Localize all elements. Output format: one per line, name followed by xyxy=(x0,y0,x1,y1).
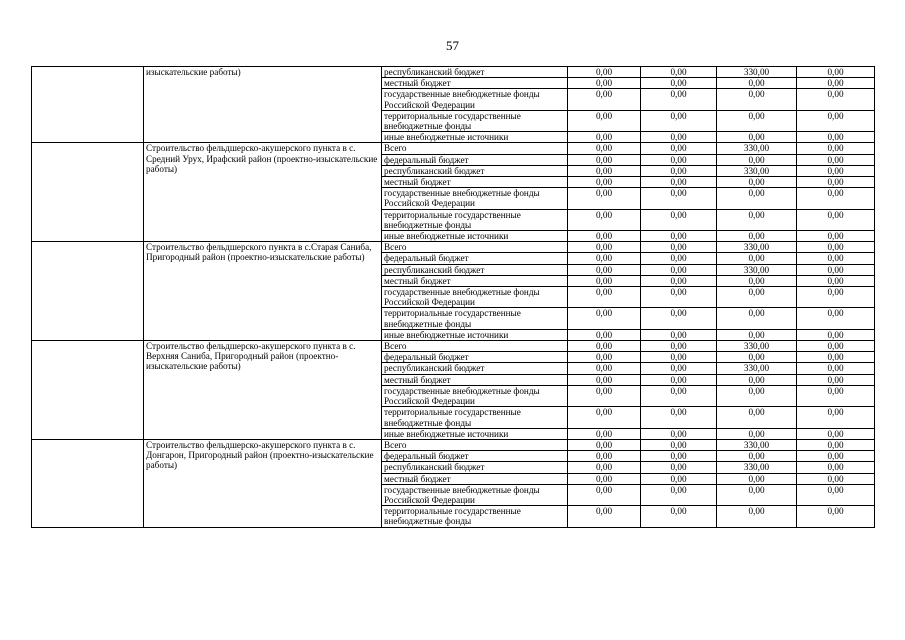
amount-cell: 0,00 xyxy=(797,264,875,275)
project-name-cell: Строительство фельдшерско-акушерского пункта в с. Средний Урух, Ирафский район (проектно-изыскательские работы) xyxy=(144,143,382,242)
amount-cell: 0,00 xyxy=(717,89,797,110)
amount-cell: 0,00 xyxy=(797,506,875,527)
page-number: 57 xyxy=(446,38,459,53)
funding-source-cell: государственные внебюджетные фонды Российской Федерации xyxy=(382,89,568,110)
amount-cell: 0,00 xyxy=(641,177,717,188)
amount-cell: 0,00 xyxy=(797,253,875,264)
amount-cell: 330,00 xyxy=(717,341,797,352)
amount-cell: 0,00 xyxy=(797,110,875,131)
amount-cell: 0,00 xyxy=(568,385,641,406)
amount-cell: 0,00 xyxy=(717,428,797,439)
amount-cell: 0,00 xyxy=(568,89,641,110)
funding-source-cell: республиканский бюджет xyxy=(382,264,568,275)
amount-cell: 0,00 xyxy=(568,209,641,230)
row-number-cell xyxy=(32,67,144,143)
amount-cell: 0,00 xyxy=(568,287,641,308)
amount-cell: 0,00 xyxy=(568,341,641,352)
amount-cell: 0,00 xyxy=(568,329,641,340)
amount-cell: 0,00 xyxy=(797,188,875,209)
amount-cell: 0,00 xyxy=(717,484,797,505)
amount-cell: 0,00 xyxy=(797,439,875,450)
funding-source-cell: иные внебюджетные источники xyxy=(382,231,568,242)
funding-source-cell: иные внебюджетные источники xyxy=(382,329,568,340)
funding-source-cell: федеральный бюджет xyxy=(382,253,568,264)
amount-cell: 0,00 xyxy=(797,78,875,89)
funding-source-cell: республиканский бюджет xyxy=(382,363,568,374)
amount-cell: 0,00 xyxy=(568,439,641,450)
amount-cell: 0,00 xyxy=(568,451,641,462)
funding-source-cell: иные внебюджетные источники xyxy=(382,132,568,143)
amount-cell: 0,00 xyxy=(797,352,875,363)
amount-cell: 330,00 xyxy=(717,264,797,275)
amount-cell: 330,00 xyxy=(717,439,797,450)
funding-source-cell: государственные внебюджетные фонды Российской Федерации xyxy=(382,188,568,209)
project-name-cell: Строительство фельдшерско-акушерского пункта в с. Донгарон, Пригородный район (проектно-изыскательские работы) xyxy=(144,439,382,527)
amount-cell: 0,00 xyxy=(568,308,641,329)
funding-source-cell: государственные внебюджетные фонды Российской Федерации xyxy=(382,287,568,308)
amount-cell: 0,00 xyxy=(717,154,797,165)
amount-cell: 0,00 xyxy=(641,275,717,286)
funding-source-cell: местный бюджет xyxy=(382,473,568,484)
amount-cell: 330,00 xyxy=(717,67,797,78)
amount-cell: 0,00 xyxy=(641,352,717,363)
amount-cell: 0,00 xyxy=(717,78,797,89)
amount-cell: 0,00 xyxy=(568,110,641,131)
amount-cell: 330,00 xyxy=(717,242,797,253)
amount-cell: 0,00 xyxy=(797,89,875,110)
amount-cell: 0,00 xyxy=(641,165,717,176)
amount-cell: 0,00 xyxy=(797,385,875,406)
amount-cell: 0,00 xyxy=(717,188,797,209)
amount-cell: 0,00 xyxy=(797,275,875,286)
amount-cell: 0,00 xyxy=(641,110,717,131)
amount-cell: 0,00 xyxy=(568,67,641,78)
amount-cell: 330,00 xyxy=(717,363,797,374)
amount-cell: 0,00 xyxy=(717,209,797,230)
table-row xyxy=(32,439,875,450)
budget-table xyxy=(31,66,875,528)
project-name-cell: Строительство фельдшерского пункта в с.Старая Саниба, Пригородный район (проектно-изыскательские работы) xyxy=(144,242,382,341)
amount-cell: 0,00 xyxy=(641,407,717,428)
table-row xyxy=(32,341,875,352)
amount-cell: 0,00 xyxy=(641,154,717,165)
amount-cell: 0,00 xyxy=(717,506,797,527)
amount-cell: 0,00 xyxy=(797,473,875,484)
amount-cell: 0,00 xyxy=(797,374,875,385)
funding-source-cell: республиканский бюджет xyxy=(382,67,568,78)
amount-cell: 0,00 xyxy=(717,329,797,340)
funding-source-cell: иные внебюджетные источники xyxy=(382,428,568,439)
amount-cell: 0,00 xyxy=(568,473,641,484)
budget-table-body xyxy=(32,67,875,528)
amount-cell: 0,00 xyxy=(797,177,875,188)
project-name-cell: изыскательские работы) xyxy=(144,67,382,143)
amount-cell: 0,00 xyxy=(568,132,641,143)
amount-cell: 330,00 xyxy=(717,165,797,176)
amount-cell: 0,00 xyxy=(568,242,641,253)
amount-cell: 0,00 xyxy=(568,506,641,527)
amount-cell: 0,00 xyxy=(641,374,717,385)
amount-cell: 0,00 xyxy=(641,439,717,450)
amount-cell: 0,00 xyxy=(797,154,875,165)
amount-cell: 0,00 xyxy=(568,143,641,154)
amount-cell: 0,00 xyxy=(641,264,717,275)
funding-source-cell: местный бюджет xyxy=(382,374,568,385)
amount-cell: 0,00 xyxy=(641,473,717,484)
amount-cell: 0,00 xyxy=(568,484,641,505)
amount-cell: 0,00 xyxy=(717,132,797,143)
amount-cell: 0,00 xyxy=(641,209,717,230)
amount-cell: 0,00 xyxy=(641,462,717,473)
amount-cell: 0,00 xyxy=(568,428,641,439)
amount-cell: 0,00 xyxy=(717,308,797,329)
row-number-cell xyxy=(32,439,144,527)
amount-cell: 0,00 xyxy=(641,428,717,439)
amount-cell: 0,00 xyxy=(717,110,797,131)
amount-cell: 0,00 xyxy=(717,473,797,484)
amount-cell: 0,00 xyxy=(797,209,875,230)
funding-source-cell: местный бюджет xyxy=(382,275,568,286)
amount-cell: 0,00 xyxy=(797,329,875,340)
amount-cell: 0,00 xyxy=(797,462,875,473)
amount-cell: 0,00 xyxy=(717,352,797,363)
amount-cell: 0,00 xyxy=(568,275,641,286)
amount-cell: 0,00 xyxy=(641,253,717,264)
amount-cell: 0,00 xyxy=(568,188,641,209)
amount-cell: 0,00 xyxy=(641,341,717,352)
amount-cell: 0,00 xyxy=(641,484,717,505)
amount-cell: 0,00 xyxy=(641,329,717,340)
funding-source-cell: территориальные государственные внебюджетные фонды xyxy=(382,407,568,428)
funding-source-cell: местный бюджет xyxy=(382,177,568,188)
amount-cell: 0,00 xyxy=(568,374,641,385)
funding-source-cell: территориальные государственные внебюджетные фонды xyxy=(382,506,568,527)
amount-cell: 0,00 xyxy=(641,78,717,89)
amount-cell: 0,00 xyxy=(717,275,797,286)
amount-cell: 0,00 xyxy=(797,308,875,329)
amount-cell: 0,00 xyxy=(641,143,717,154)
amount-cell: 330,00 xyxy=(717,462,797,473)
funding-source-cell: территориальные государственные внебюджетные фонды xyxy=(382,308,568,329)
amount-cell: 0,00 xyxy=(568,231,641,242)
amount-cell: 0,00 xyxy=(641,363,717,374)
amount-cell: 0,00 xyxy=(568,407,641,428)
row-number-cell xyxy=(32,143,144,242)
amount-cell: 0,00 xyxy=(797,451,875,462)
amount-cell: 0,00 xyxy=(568,253,641,264)
funding-source-cell: Всего xyxy=(382,143,568,154)
amount-cell: 0,00 xyxy=(641,231,717,242)
funding-source-cell: федеральный бюджет xyxy=(382,154,568,165)
amount-cell: 0,00 xyxy=(568,462,641,473)
amount-cell: 0,00 xyxy=(717,385,797,406)
amount-cell: 330,00 xyxy=(717,143,797,154)
amount-cell: 0,00 xyxy=(797,165,875,176)
funding-source-cell: Всего xyxy=(382,341,568,352)
amount-cell: 0,00 xyxy=(568,154,641,165)
amount-cell: 0,00 xyxy=(797,143,875,154)
amount-cell: 0,00 xyxy=(568,363,641,374)
amount-cell: 0,00 xyxy=(717,374,797,385)
amount-cell: 0,00 xyxy=(568,177,641,188)
amount-cell: 0,00 xyxy=(797,428,875,439)
amount-cell: 0,00 xyxy=(641,89,717,110)
funding-source-cell: республиканский бюджет xyxy=(382,462,568,473)
funding-source-cell: государственные внебюджетные фонды Российской Федерации xyxy=(382,484,568,505)
amount-cell: 0,00 xyxy=(641,188,717,209)
funding-source-cell: государственные внебюджетные фонды Российской Федерации xyxy=(382,385,568,406)
amount-cell: 0,00 xyxy=(641,242,717,253)
funding-source-cell: местный бюджет xyxy=(382,78,568,89)
row-number-cell xyxy=(32,341,144,440)
amount-cell: 0,00 xyxy=(641,451,717,462)
amount-cell: 0,00 xyxy=(641,67,717,78)
funding-source-cell: территориальные государственные внебюджетные фонды xyxy=(382,209,568,230)
funding-source-cell: территориальные государственные внебюджетные фонды xyxy=(382,110,568,131)
amount-cell: 0,00 xyxy=(797,484,875,505)
amount-cell: 0,00 xyxy=(797,67,875,78)
table-row xyxy=(32,67,875,78)
amount-cell: 0,00 xyxy=(797,287,875,308)
funding-source-cell: республиканский бюджет xyxy=(382,165,568,176)
amount-cell: 0,00 xyxy=(717,451,797,462)
amount-cell: 0,00 xyxy=(797,132,875,143)
funding-source-cell: федеральный бюджет xyxy=(382,352,568,363)
funding-source-cell: федеральный бюджет xyxy=(382,451,568,462)
amount-cell: 0,00 xyxy=(797,242,875,253)
amount-cell: 0,00 xyxy=(797,407,875,428)
amount-cell: 0,00 xyxy=(568,165,641,176)
amount-cell: 0,00 xyxy=(717,253,797,264)
amount-cell: 0,00 xyxy=(568,78,641,89)
project-name-cell: Строительство фельдшерско-акушерского пункта в с. Верхняя Саниба, Пригородный район (проектно-изыскательские работы) xyxy=(144,341,382,440)
amount-cell: 0,00 xyxy=(717,287,797,308)
amount-cell: 0,00 xyxy=(717,177,797,188)
amount-cell: 0,00 xyxy=(717,231,797,242)
row-number-cell xyxy=(32,242,144,341)
table-row xyxy=(32,143,875,154)
amount-cell: 0,00 xyxy=(641,132,717,143)
amount-cell: 0,00 xyxy=(641,385,717,406)
table-row xyxy=(32,242,875,253)
amount-cell: 0,00 xyxy=(568,264,641,275)
amount-cell: 0,00 xyxy=(641,287,717,308)
amount-cell: 0,00 xyxy=(717,407,797,428)
amount-cell: 0,00 xyxy=(797,341,875,352)
amount-cell: 0,00 xyxy=(568,352,641,363)
amount-cell: 0,00 xyxy=(641,506,717,527)
amount-cell: 0,00 xyxy=(641,308,717,329)
funding-source-cell: Всего xyxy=(382,242,568,253)
amount-cell: 0,00 xyxy=(797,363,875,374)
amount-cell: 0,00 xyxy=(797,231,875,242)
funding-source-cell: Всего xyxy=(382,439,568,450)
